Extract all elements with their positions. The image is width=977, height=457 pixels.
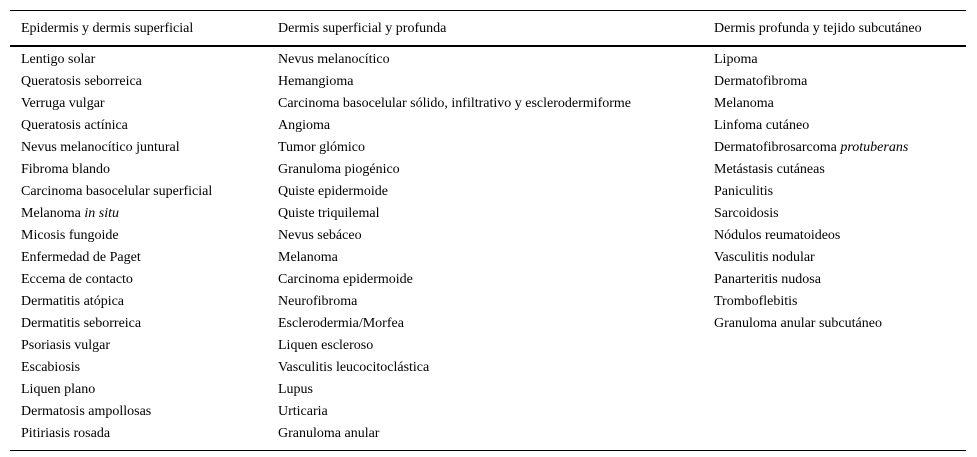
epidermis-cell	[10, 247, 267, 269]
table-row	[10, 181, 966, 203]
subcutaneous-cell	[703, 181, 966, 203]
epidermis-cell	[10, 137, 267, 159]
subcutaneous-cell	[703, 159, 966, 181]
epidermis-cell	[10, 93, 267, 115]
cell-text: Melanoma	[278, 250, 338, 265]
subcutaneous-cell	[703, 46, 966, 71]
cell-text: Carcinoma basocelular superficial	[21, 184, 213, 199]
dermatology-lesion-depth-table	[10, 10, 966, 451]
dermis-cell	[267, 335, 703, 357]
cell-text: Enfermedad de Paget	[21, 250, 141, 265]
table-row	[10, 203, 966, 225]
dermis-cell	[267, 137, 703, 159]
cell-text: Urticaria	[278, 404, 328, 419]
dermis-cell	[267, 313, 703, 335]
table-row	[10, 93, 966, 115]
cell-text: Esclerodermia/Morfea	[278, 316, 404, 331]
dermis-cell	[267, 203, 703, 225]
cell-text: Lupus	[278, 382, 313, 397]
table-row	[10, 115, 966, 137]
epidermis-cell	[10, 181, 267, 203]
table-row	[10, 313, 966, 335]
dermis-cell	[267, 291, 703, 313]
dermis-cell	[267, 379, 703, 401]
cell-text: Sarcoidosis	[714, 206, 779, 221]
cell-text: Quiste triquilemal	[278, 206, 380, 221]
dermis-cell	[267, 357, 703, 379]
subcutaneous-cell	[703, 247, 966, 269]
cell-text: Metástasis cutáneas	[714, 162, 825, 177]
cell-text: Tumor glómico	[278, 140, 365, 155]
cell-text: Dermatofibrosarcoma	[714, 140, 841, 155]
cell-text: Nódulos reumatoideos	[714, 228, 841, 243]
cell-text: Tromboflebitis	[714, 294, 798, 309]
cell-text: Pitiriasis rosada	[21, 426, 111, 441]
dermis-cell	[267, 115, 703, 137]
cell-text: Liquen plano	[21, 382, 96, 397]
cell-text: Granuloma anular subcutáneo	[714, 316, 882, 331]
cell-text: Dermatitis seborreica	[21, 316, 142, 331]
header-dermis-profunda-subcutaneo: Dermis profunda y tejido subcutáneo	[714, 20, 922, 36]
cell-text: Vasculitis nodular	[714, 250, 815, 265]
dermis-cell	[267, 247, 703, 269]
cell-text: Carcinoma epidermoide	[278, 272, 413, 287]
table-row	[10, 225, 966, 247]
epidermis-cell	[10, 203, 267, 225]
cell-text: Lentigo solar	[21, 52, 96, 67]
table-header	[10, 11, 966, 47]
cell-text: Nevus melanocítico	[278, 52, 390, 67]
cell-text: Melanoma	[21, 206, 85, 221]
epidermis-cell	[10, 269, 267, 291]
subcutaneous-cell	[703, 357, 966, 379]
subcutaneous-cell	[703, 423, 966, 451]
subcutaneous-cell	[703, 93, 966, 115]
dermis-cell	[267, 423, 703, 451]
dermis-cell	[267, 181, 703, 203]
cell-text: Dermatofibroma	[714, 74, 808, 89]
table-row	[10, 401, 966, 423]
cell-text: Granuloma anular	[278, 426, 380, 441]
cell-text: Psoriasis vulgar	[21, 338, 111, 353]
table-row	[10, 71, 966, 93]
epidermis-cell	[10, 46, 267, 71]
cell-text: Escabiosis	[21, 360, 81, 375]
dermis-cell	[267, 159, 703, 181]
cell-text: Quiste epidermoide	[278, 184, 389, 199]
cell-text: Granuloma piogénico	[278, 162, 400, 177]
subcutaneous-cell	[703, 379, 966, 401]
table-row	[10, 46, 966, 71]
dermis-cell	[267, 401, 703, 423]
subcutaneous-cell	[703, 313, 966, 335]
cell-text: Paniculitis	[714, 184, 774, 199]
subcutaneous-cell	[703, 401, 966, 423]
cell-text: Dermatosis ampollosas	[21, 404, 152, 419]
cell-text: Vasculitis leucocitoclástica	[278, 360, 430, 375]
subcutaneous-cell	[703, 115, 966, 137]
dermis-cell	[267, 225, 703, 247]
header-dermis-superficial-profunda: Dermis superficial y profunda	[278, 20, 447, 36]
table-row	[10, 247, 966, 269]
cell-text: Fibroma blando	[21, 162, 111, 177]
cell-text: Eccema de contacto	[21, 272, 133, 287]
subcutaneous-cell	[703, 71, 966, 93]
cell-text: Carcinoma basocelular sólido, infiltrativo y esclerodermiforme	[278, 96, 631, 111]
table-row	[10, 357, 966, 379]
cell-italic-text: in situ	[84, 206, 119, 221]
subcutaneous-cell	[703, 225, 966, 247]
epidermis-cell	[10, 357, 267, 379]
header-epidermis-dermis-superficial: Epidermis y dermis superficial	[21, 20, 194, 36]
table-row	[10, 335, 966, 357]
epidermis-cell	[10, 313, 267, 335]
cell-text: Melanoma	[714, 96, 774, 111]
epidermis-cell	[10, 159, 267, 181]
subcutaneous-cell	[703, 203, 966, 225]
table-row	[10, 137, 966, 159]
cell-text: Panarteritis nudosa	[714, 272, 821, 287]
table-body	[10, 46, 966, 451]
epidermis-cell	[10, 71, 267, 93]
cell-text: Linfoma cutáneo	[714, 118, 810, 133]
cell-text: Nevus sebáceo	[278, 228, 362, 243]
table-row	[10, 159, 966, 181]
cell-text: Lipoma	[714, 52, 758, 67]
dermis-cell	[267, 71, 703, 93]
cell-text: Neurofibroma	[278, 294, 358, 309]
table-row	[10, 269, 966, 291]
subcutaneous-cell	[703, 335, 966, 357]
cell-text: Micosis fungoide	[21, 228, 119, 243]
epidermis-cell	[10, 291, 267, 313]
cell-italic-text: protuberans	[840, 140, 909, 155]
cell-text: Dermatitis atópica	[21, 294, 125, 309]
cell-text: Queratosis seborreica	[21, 74, 142, 89]
table-container	[10, 10, 966, 451]
epidermis-cell	[10, 335, 267, 357]
table-row	[10, 423, 966, 451]
header-row	[10, 11, 966, 47]
cell-text: Nevus melanocítico juntural	[21, 140, 180, 155]
subcutaneous-cell	[703, 137, 966, 159]
subcutaneous-cell	[703, 269, 966, 291]
cell-text: Verruga vulgar	[21, 96, 105, 111]
table-row	[10, 379, 966, 401]
epidermis-cell	[10, 401, 267, 423]
epidermis-cell	[10, 379, 267, 401]
table-row	[10, 291, 966, 313]
subcutaneous-cell	[703, 291, 966, 313]
dermis-cell	[267, 46, 703, 71]
cell-text: Queratosis actínica	[21, 118, 128, 133]
cell-text: Hemangioma	[278, 74, 354, 89]
cell-text: Liquen escleroso	[278, 338, 374, 353]
dermis-cell	[267, 269, 703, 291]
epidermis-cell	[10, 423, 267, 451]
cell-text: Angioma	[278, 118, 331, 133]
dermis-cell	[267, 93, 703, 115]
epidermis-cell	[10, 115, 267, 137]
epidermis-cell	[10, 225, 267, 247]
